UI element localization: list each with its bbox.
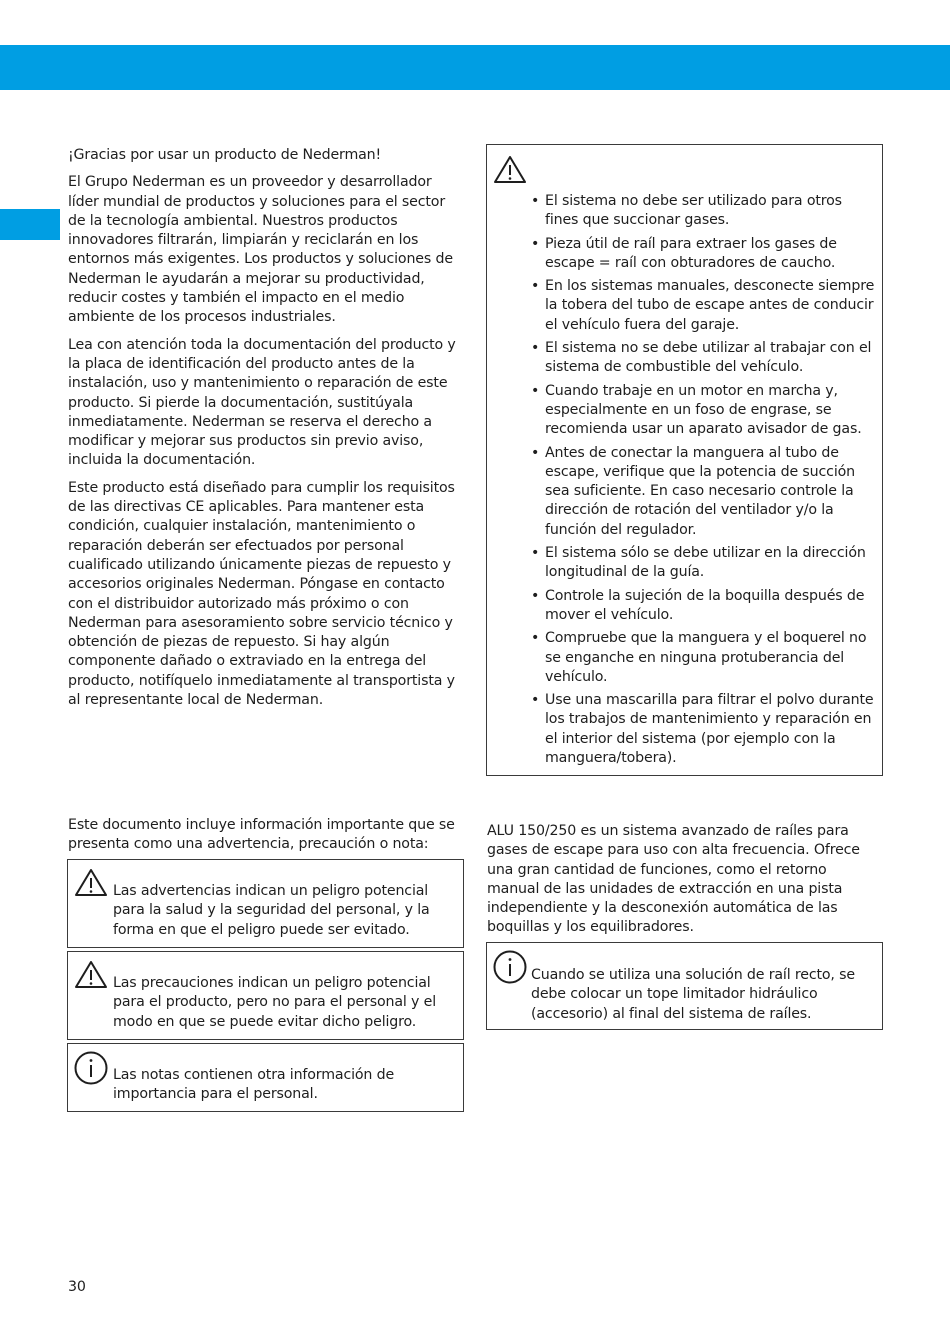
safety-item: • Pieza útil de raíl para extraer los gases de escape = raíl con obturadores de caucho.	[531, 235, 837, 271]
bullet-icon: •	[531, 587, 540, 604]
note-notice-box	[67, 1043, 464, 1112]
intro-paragraph-2: Lea con atención toda la documentación del producto y la placa de identificación del producto antes de la instalación, uso y mantenimiento o reparación de este producto. Si pierde la documentación, sustitúyala inmediatamente. Nederman se reserva el derecho a modificar y mejorar sus productos sin previo aviso, incluida la documentación.	[68, 336, 456, 469]
bullet-icon: •	[531, 545, 540, 562]
safety-item: • El sistema no se debe utilizar al trabajar con el sistema de combustible del vehículo.	[531, 340, 872, 376]
bullet-icon: •	[531, 193, 540, 209]
header-band	[0, 45, 950, 90]
safety-item: • Cuando trabaje en un motor en marcha y, especialmente en un foso de engrase, se recomienda usar un aparato avisador de gas.	[531, 382, 862, 438]
bullet-icon: •	[531, 235, 540, 252]
note-notice-text: Las notas contienen otra información de importancia para el personal.	[113, 1067, 395, 1103]
bullet-icon: •	[531, 278, 540, 295]
description-note-box	[486, 942, 883, 1030]
section-tab-marker	[0, 209, 60, 240]
info-icon	[493, 950, 527, 990]
warning-notice-text: Las advertencias indican un peligro potencial para la salud y la seguridad del personal, y la forma en que el peligro puede ser evitado.	[113, 883, 430, 938]
safety-item: • Use una mascarilla para filtrar el polvo durante los trabajos de mantenimiento y reparación en el interior del sistema (por ejemplo con la manguera/tobera).	[531, 692, 874, 767]
safety-item: • Antes de conectar la manguera al tubo de escape, verifique que la potencia de succión sea suficiente. En caso necesario controle la dirección de rotación del ventilador y/o la función del regulador.	[531, 444, 855, 538]
info-icon	[74, 1051, 108, 1091]
bullet-icon: •	[531, 444, 540, 461]
bullet-icon: •	[531, 382, 540, 399]
caution-notice-text: Las precauciones indican un peligro potencial para el producto, pero no para el personal y el modo en que se puede evitar dicho peligro.	[113, 975, 437, 1030]
safety-warning-box	[486, 144, 883, 776]
safety-item: • El sistema sólo se debe utilizar en la dirección longitudinal de la guía.	[531, 545, 866, 581]
safety-item: • Controle la sujeción de la boquilla después de mover el vehículo.	[531, 587, 865, 623]
warning-triangle-icon	[493, 154, 527, 190]
warning-notice-box	[67, 859, 464, 948]
intro-greeting: ¡Gracias por usar un producto de Nederman!	[68, 147, 382, 163]
intro-paragraph-3: Este producto está diseñado para cumplir los requisitos de las directivas CE aplicables. Para mantener esta condición, cualquier instalación, mantenimiento o reparación deberán ser efectuados por personal cualificado utilizando únicamente piezas de repuesto y accesorios originales Nederman. Póngase en contacto con el distribuidor autorizado más próximo o con Nederman para asesoramiento sobre servicio técnico y obtención de piezas de repuesto. Si hay algún componente dañado o extraviado en la entrega del producto, notifíquelo inmediatamente al transportista y al representante local de Nederman.	[68, 479, 455, 709]
page-number: 30	[68, 1279, 86, 1295]
product-description: ALU 150/250 es un sistema avanzado de raíles para gases de escape para uso con alta frecuencia. Ofrece una gran cantidad de funciones, como el retorno manual de las unidades de extracción en una pista independiente y la desconexión automática de las boquillas y los equilibradores.	[487, 823, 860, 936]
intro-paragraph-1: El Grupo Nederman es un proveedor y desarrollador líder mundial de productos y soluciones para el sector de la tecnología ambiental. Nuestros productos innovadores filtrarán, limpiarán y reciclarán en los entornos más exigentes. Los productos y soluciones de Nederman le ayudarán a mejorar su productividad, reducir costes y también el impacto en el medio ambiente de los procesos industriales.	[68, 174, 453, 326]
bullet-icon: •	[531, 630, 540, 647]
caution-notice-box	[67, 951, 464, 1040]
caution-triangle-icon	[74, 959, 108, 995]
safety-item: • En los sistemas manuales, desconecte siempre la tobera del tubo de escape antes de conducir el vehículo fuera del garaje.	[531, 278, 875, 333]
safety-list	[531, 192, 877, 772]
intro-section	[68, 146, 464, 718]
notices-intro: Este documento incluye información importante que se presenta como una advertencia, precaución o nota:	[68, 817, 455, 853]
bullet-icon: •	[531, 340, 540, 357]
warning-triangle-icon	[74, 867, 108, 903]
bullet-icon: •	[531, 692, 540, 709]
safety-item: • El sistema no debe ser utilizado para otros fines que succionar gases.	[531, 193, 842, 229]
safety-item: • Compruebe que la manguera y el boquerel no se enganche en ninguna protuberancia del vehículo.	[531, 630, 867, 685]
description-note-text: Cuando se utiliza una solución de raíl recto, se debe colocar un tope limitador hidráulico (accesorio) al final del sistema de raíles.	[531, 967, 855, 1022]
